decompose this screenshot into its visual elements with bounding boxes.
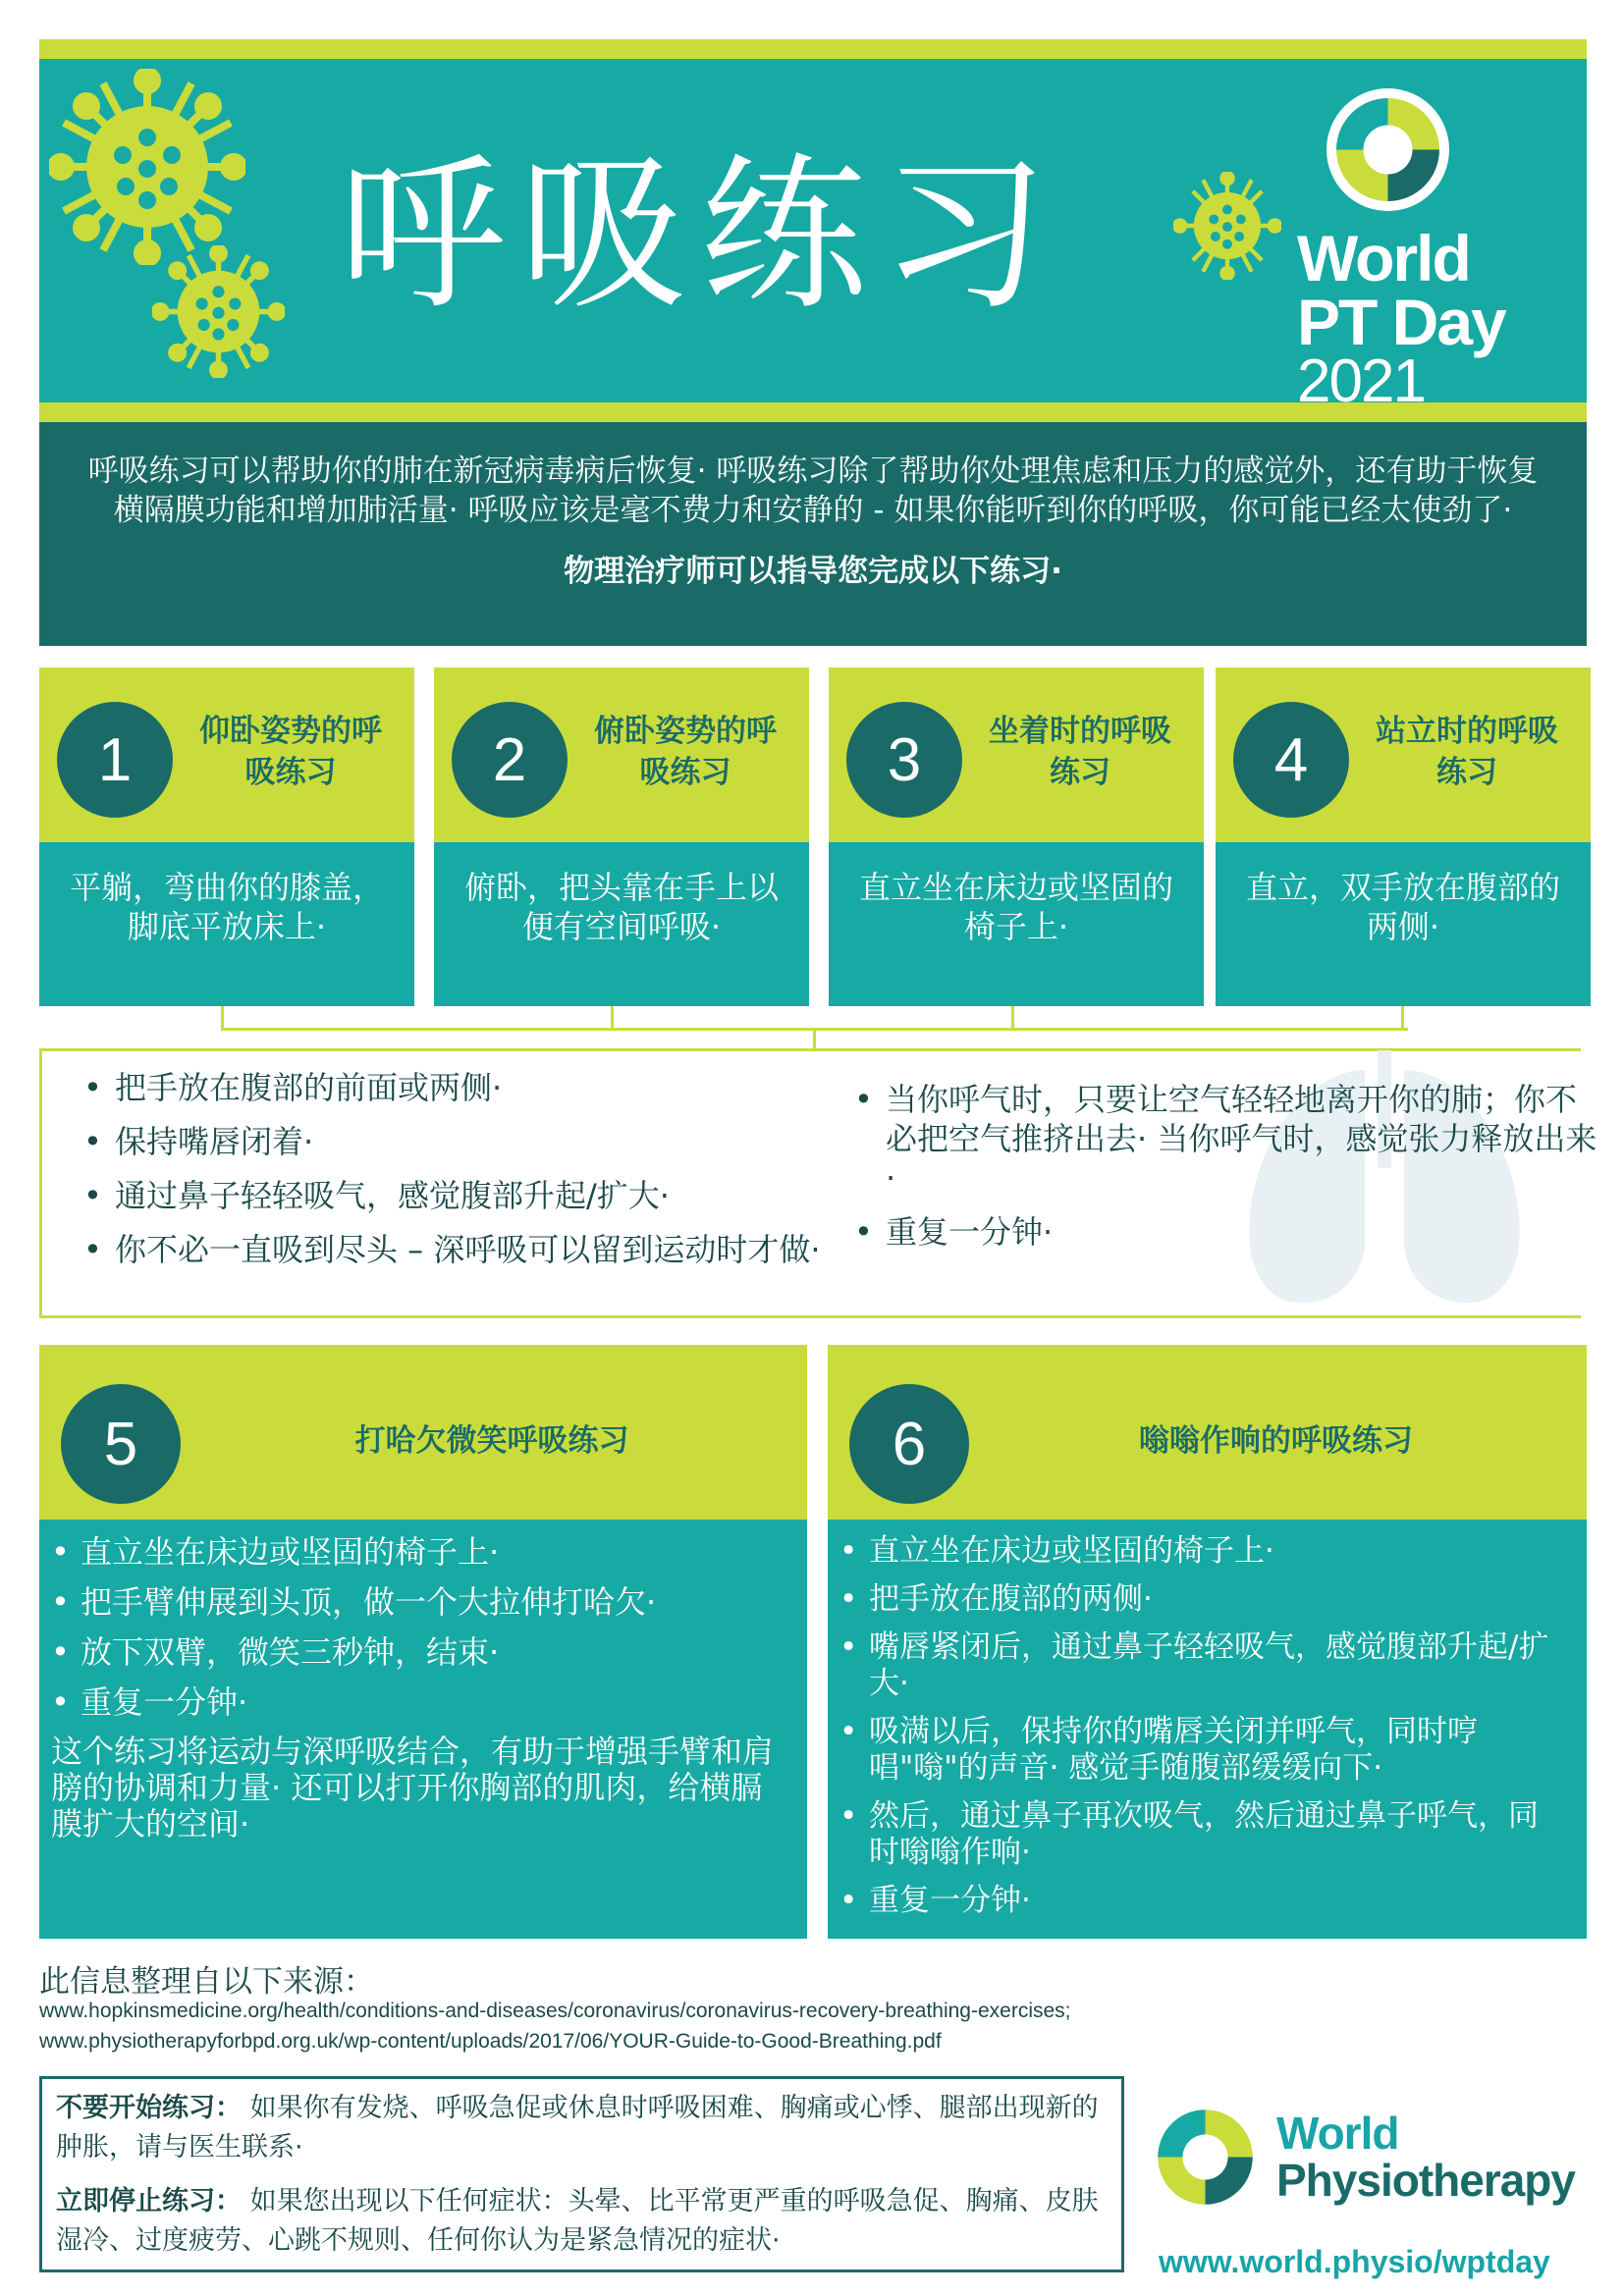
warning-start-label: 不要开始练习：	[56, 2093, 242, 2123]
step-card	[1216, 667, 1591, 1006]
world-pt-day-logo	[1297, 88, 1552, 415]
exercise-body	[39, 1520, 807, 1939]
exercise-header	[39, 1345, 807, 1520]
step-card	[434, 667, 809, 1006]
list-item: • 嘴唇紧闭后，通过鼻子轻轻吸气，感觉腹部升起/扩大·	[839, 1629, 1567, 1702]
list-item: • 放下双臂，微笑三秒钟，结束·	[51, 1633, 787, 1671]
warning-start	[56, 2089, 1108, 2167]
logo-world-text: World	[1276, 2108, 1399, 2159]
common-instructions-left	[83, 1068, 830, 1284]
warning-box	[39, 2076, 1124, 2272]
step-number: 3	[846, 702, 962, 818]
virus-icon	[1173, 172, 1281, 280]
step-description: 俯卧，把头靠在手上以便有空间呼吸·	[434, 842, 809, 1006]
list-item: • 通过鼻子轻轻吸气，感觉腹部升起/扩大·	[83, 1176, 830, 1215]
page-title: 呼吸练习	[339, 138, 1062, 333]
exercise-header	[828, 1345, 1587, 1520]
warning-start-text: 如果你有发烧、呼吸急促或休息时呼吸困难、胸痛或心悸、腿部出现新的肿胀，请与医生联系·	[56, 2093, 1099, 2163]
list-item: • 然后，通过鼻子再次吸气，然后通过鼻子呼气，同时嗡嗡作响·	[839, 1798, 1567, 1871]
list-item: • 重复一分钟·	[839, 1883, 1567, 1919]
step-header	[434, 667, 809, 842]
intro-text: 呼吸练习可以帮助你的肺在新冠病毒病后恢复· 呼吸练习除了帮助你处理焦虑和压力的感觉外，还有助于恢复横隔膜功能和增加肺活量· 呼吸应该是毫不费力和安静的 - 如果你能听到你的呼吸，你可能已经太使劲了·	[87, 454, 1539, 528]
step-card	[39, 667, 414, 1006]
warning-stop	[56, 2182, 1108, 2261]
world-physiotherapy-logo	[1149, 2101, 1600, 2287]
list-item: • 当你呼气时，只要让空气轻轻地离开你的肺；你不必把空气推挤出去· 当你呼气时，感觉张力释放出来·	[854, 1080, 1600, 1198]
world-physiotherapy-logo-icon	[1149, 2101, 1262, 2214]
virus-icon	[152, 245, 285, 378]
exercise-card	[39, 1345, 807, 1939]
logo-physiotherapy-text: Physiotherapy	[1276, 2155, 1575, 2206]
list-item: • 把手放在腹部的两侧·	[839, 1581, 1567, 1618]
step-number: 1	[57, 702, 173, 818]
exercise-number: 6	[849, 1384, 969, 1504]
step-title: 坐着时的呼吸练习	[989, 714, 1171, 790]
step-number: 4	[1233, 702, 1349, 818]
list-item: • 直立坐在床边或坚固的椅子上·	[839, 1533, 1567, 1570]
list-item: • 保持嘴唇闭着·	[83, 1122, 830, 1161]
common-instructions-right	[854, 1080, 1600, 1266]
step-title: 站立时的呼吸练习	[1376, 714, 1558, 790]
list-item: • 重复一分钟·	[51, 1683, 787, 1721]
connector-line	[416, 1028, 1408, 1031]
step-title: 仰卧姿势的呼吸练习	[199, 714, 382, 790]
step-title: 俯卧姿势的呼吸练习	[594, 714, 777, 790]
step-header	[39, 667, 414, 842]
exercise-note: 这个练习将运动与深呼吸结合，有助于增强手臂和肩膀的协调和力量· 还可以打开你胸部的肌肉，给横膈膜扩大的空间·	[51, 1733, 775, 1842]
connector-line	[813, 1031, 816, 1050]
logo-ptday-text: PT Day	[1297, 286, 1505, 358]
exercise-title: 嗡嗡作响的呼吸练习	[1139, 1423, 1413, 1459]
logo-year-text: 2021	[1297, 347, 1425, 415]
exercise-card	[828, 1345, 1587, 1939]
list-item: • 把手臂伸展到头顶，做一个大拉伸打哈欠·	[51, 1583, 787, 1621]
list-item: • 直立坐在床边或坚固的椅子上·	[51, 1533, 787, 1571]
sources-heading: 此信息整理自以下来源：	[39, 1964, 374, 2000]
source-link[interactable]: www.physiotherapyforbpd.org.uk/wp-content/uploads/2017/06/YOUR-Guide-to-Good-Breathing.pdf	[39, 2030, 942, 2053]
world-pt-day-logo-icon	[1326, 88, 1449, 211]
intro-emphasis: 物理治疗师可以指导您完成以下练习·	[564, 554, 1062, 589]
exercise-title: 打哈欠微笑呼吸练习	[354, 1423, 629, 1459]
step-description: 直立，双手放在腹部的两侧·	[1216, 842, 1591, 1006]
source-link[interactable]: www.hopkinsmedicine.org/health/conditions-and-diseases/coronavirus/coronavirus-recovery-breathing-exercises;	[39, 2000, 1071, 2022]
step-header	[829, 667, 1204, 842]
intro-panel	[39, 422, 1587, 646]
step-card	[829, 667, 1204, 1006]
virus-icon	[49, 69, 245, 265]
list-item: • 把手放在腹部的前面或两侧·	[83, 1068, 830, 1107]
step-number: 2	[452, 702, 568, 818]
exercise-number: 5	[61, 1384, 181, 1504]
step-description: 平躺，弯曲你的膝盖，脚底平放床上·	[39, 842, 414, 1006]
list-item: • 吸满以后，保持你的嘴唇关闭并呼气，同时哼唱"嗡"的声音· 感觉手随腹部缓缓向下·	[839, 1714, 1567, 1787]
footer-url[interactable]: www.world.physio/wptday	[1159, 2244, 1550, 2279]
logo-world-text: World	[1297, 222, 1470, 294]
list-item: • 你不必一直吸到尽头 – 深呼吸可以留到运动时才做·	[83, 1230, 830, 1269]
list-item: • 重复一分钟·	[854, 1212, 1600, 1252]
warning-stop-label: 立即停止练习：	[56, 2186, 242, 2216]
header-banner	[39, 39, 1587, 422]
step-header	[1216, 667, 1591, 842]
exercise-body	[828, 1520, 1587, 1939]
warning-stop-text: 如果您出现以下任何症状：头晕、比平常更严重的呼吸急促、胸痛、皮肤湿冷、过度疲劳、心跳不规则、任何你认为是紧急情况的症状·	[56, 2186, 1099, 2256]
step-description: 直立坐在床边或坚固的椅子上·	[829, 842, 1204, 1006]
